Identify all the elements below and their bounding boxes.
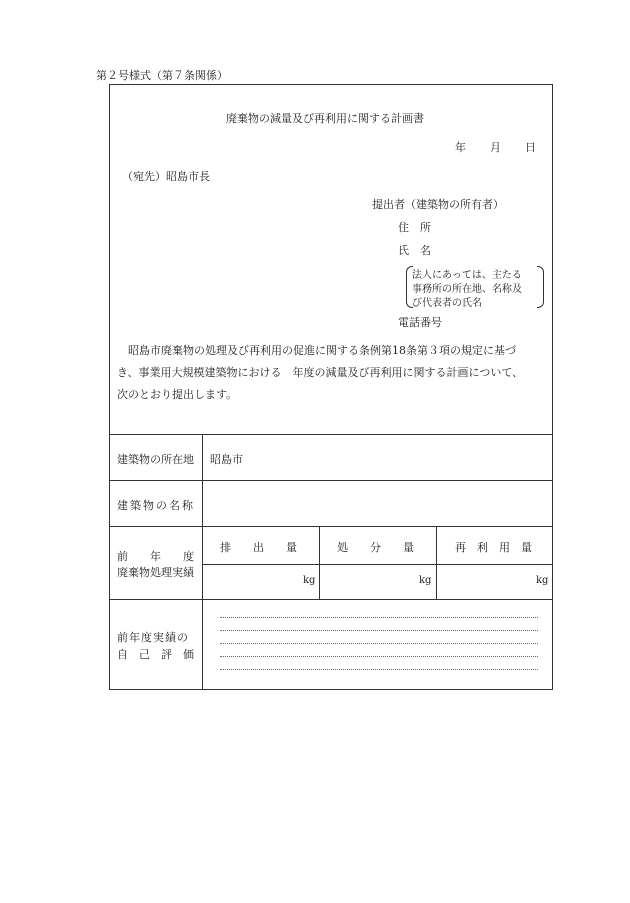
table-row-divider-mid (202, 564, 552, 565)
date-year-label: 年 (455, 141, 466, 154)
corporate-note-line-3: び代表者の氏名 (412, 298, 482, 309)
building-name-label: 建築物の名称 (117, 499, 195, 512)
table-row-divider-2 (109, 526, 552, 527)
column-reuse: 再 利 用 量 (455, 541, 532, 554)
right-bracket (537, 266, 544, 308)
unit-disposal: kg (419, 575, 432, 586)
table-label-divider (202, 434, 203, 689)
column-discharge: 排 出 量 (220, 541, 297, 554)
table-top-border (109, 434, 552, 435)
location-value: 昭島市 (210, 453, 243, 466)
body-line-2: き、事業用大規模建築物における 年度の減量及び再利用に関する計画について、 (117, 366, 524, 379)
body-line-3: 次のとおり提出します。 (117, 388, 238, 401)
eval-dotted-line-4 (220, 656, 538, 657)
table-col-divider-2 (436, 526, 437, 599)
table-col-divider-1 (319, 526, 320, 599)
self-eval-label-1: 前年度実績の (117, 631, 189, 644)
form-number: 第２号様式（第７条関係） (96, 69, 228, 82)
body-line-1: 昭島市廃棄物の処理及び再利用の促進に関する条例第18条第３項の規定に基づ (117, 344, 516, 357)
column-disposal: 処 分 量 (337, 541, 414, 554)
prev-year-label-2: 廃棄物処理実績 (117, 566, 194, 579)
date-month-label: 月 (490, 141, 501, 154)
eval-dotted-line-5 (220, 669, 538, 670)
submitter-phone-label: 電話番号 (398, 316, 442, 329)
unit-reuse: kg (536, 575, 549, 586)
unit-discharge: kg (303, 575, 316, 586)
eval-dotted-line-3 (220, 643, 538, 644)
addressee: （宛先）昭島市長 (122, 170, 210, 183)
corporate-note-line-2: 事務所の所在地、名称及 (412, 284, 522, 295)
location-label: 建築物の所在地 (117, 453, 194, 466)
self-eval-label-2: 自 己 評 価 (117, 648, 194, 661)
prev-year-label-1: 前 年 度 (117, 550, 194, 563)
submitter-name-label: 氏 名 (398, 244, 431, 257)
table-row-divider-1 (109, 480, 552, 481)
corporate-note-line-1: 法人にあっては、主たる (412, 270, 522, 281)
table-row-divider-3 (109, 599, 552, 600)
eval-dotted-line-2 (220, 630, 538, 631)
document-title: 廃棄物の減量及び再利用に関する計画書 (226, 112, 424, 125)
submitter-address-label: 住 所 (398, 221, 431, 234)
submitter-heading: 提出者（建築物の所有者） (372, 198, 504, 211)
eval-dotted-line-1 (220, 617, 538, 618)
date-day-label: 日 (525, 141, 536, 154)
